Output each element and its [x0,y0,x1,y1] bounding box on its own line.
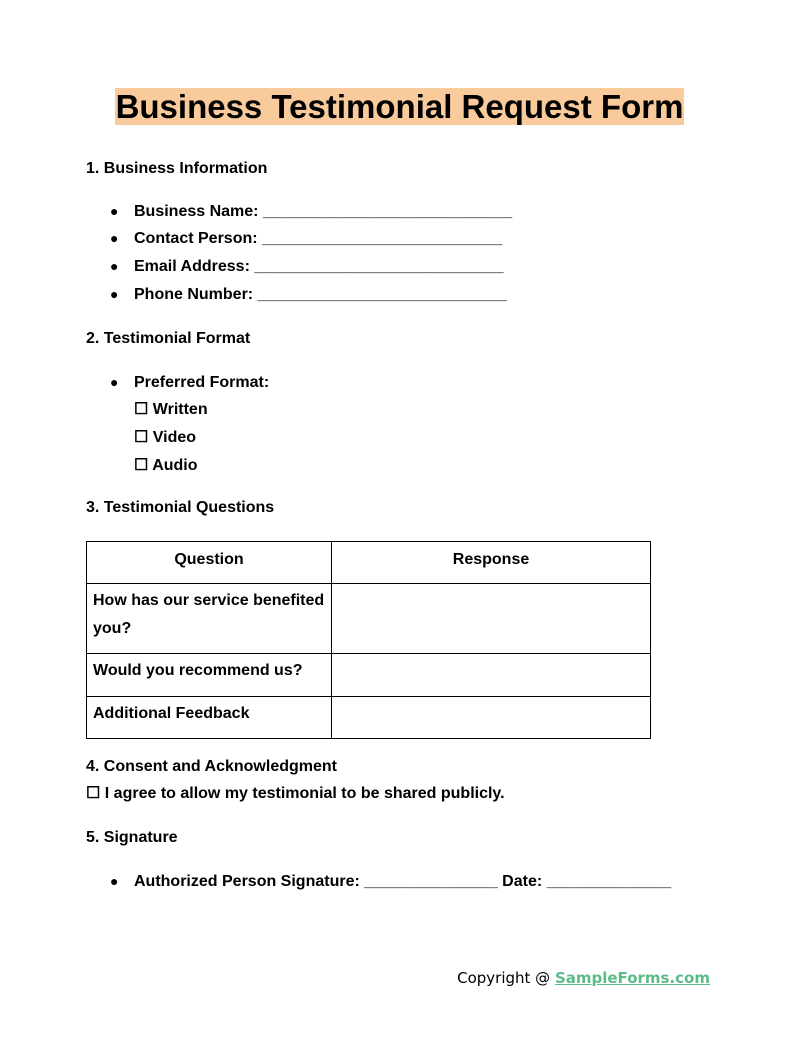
bullet-icon: ● [110,258,119,274]
section-heading-format: 2. Testimonial Format [86,330,251,347]
page-title: Business Testimonial Request Form [115,88,684,125]
section-heading-questions: 3. Testimonial Questions [86,499,275,516]
response-cell[interactable] [332,654,651,697]
phone-number-field[interactable]: Phone Number: ____________________________ [134,286,507,303]
footer-copyright: Copyright @ SampleForms.com [457,969,710,987]
bullet-icon: ● [110,286,119,302]
section-heading-signature: 5. Signature [86,829,178,846]
bullet-icon: ● [110,873,119,889]
section-heading-business-info: 1. Business Information [86,160,268,177]
bullet-icon: ● [110,203,119,219]
question-cell: How has our service benefited you? [87,584,332,654]
sampleforms-link[interactable]: SampleForms.com [554,969,710,987]
business-name-field[interactable]: Business Name: ____________________________ [134,203,513,220]
questions-table [86,541,651,739]
checkbox-written[interactable]: ☐ Written [134,401,208,418]
email-address-field[interactable]: Email Address: ____________________________ [134,258,504,275]
preferred-format-label: Preferred Format: [134,374,270,391]
table-row [87,697,651,739]
section-heading-consent: 4. Consent and Acknowledgment [86,758,337,775]
signature-date-field[interactable]: Authorized Person Signature: _______________ Date: ______________ [134,873,672,890]
column-header: Question [87,542,332,584]
question-cell: Additional Feedback [87,697,332,739]
checkbox-video[interactable]: ☐ Video [134,429,197,446]
checkbox-audio[interactable]: ☐ Audio [134,457,198,474]
bullet-icon: ● [110,374,119,390]
consent-checkbox[interactable]: ☐ I agree to allow my testimonial to be shared publicly. [86,785,505,802]
question-cell: Would you recommend us? [87,654,332,697]
table-row [87,654,651,697]
bullet-icon: ● [110,230,119,246]
response-cell[interactable] [332,584,651,654]
table-header-row [87,542,651,584]
column-header: Response [332,542,651,584]
contact-person-field[interactable]: Contact Person: ___________________________ [134,230,503,247]
table-row [87,584,651,654]
response-cell[interactable] [332,697,651,739]
